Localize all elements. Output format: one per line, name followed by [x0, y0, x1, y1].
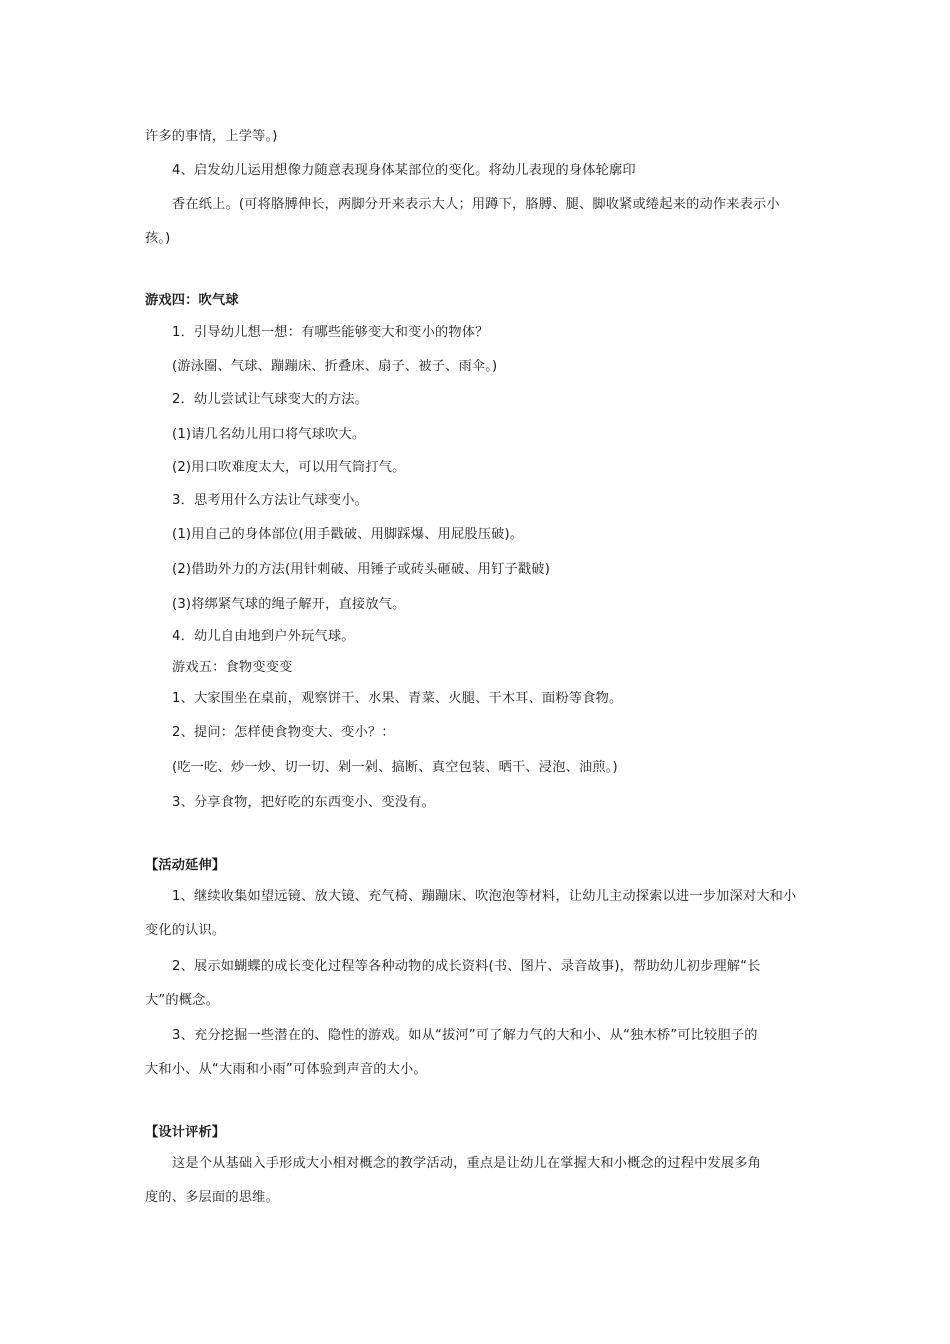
game4-item: (1)用自己的身体部位(用手戳破、用脚踩爆、用屁股压破)。	[172, 527, 524, 542]
game5-item: 1、大家围坐在桌前，观察饼干、水果、青菜、火腿、干木耳、面粉等食物。	[172, 691, 623, 706]
intro-line-4: 孩。)	[145, 231, 171, 246]
game4-item: 3．思考用什么方法让气球变小。	[172, 493, 369, 508]
game4-item: (游泳圈、气球、蹦蹦床、折叠床、扇子、被子、雨伞。)	[172, 359, 498, 374]
evaluation-paragraph: 这是个从基础入手形成大小相对概念的教学活动，重点是让幼儿在掌握大和小概念的过程中发展多角	[172, 1156, 762, 1171]
game4-item: 2．幼儿尝试让气球变大的方法。	[172, 392, 369, 407]
game4-item: 1．引导幼儿想一想：有哪些能够变大和变小的物体？	[172, 325, 489, 340]
extension-heading: 【活动延伸】	[145, 858, 226, 873]
evaluation-paragraph-cont: 度的、多层面的思维。	[145, 1190, 279, 1205]
game4-item: (2)用口吹难度太大，可以用气筒打气。	[172, 460, 406, 475]
extension-paragraph: 2、展示如蝴蝶的成长变化过程等各种动物的成长资料(书、图片、录音故事)，帮助幼儿初步理解“长	[172, 959, 761, 974]
game4-item: (1)请几名幼儿用口将气球吹大。	[172, 427, 366, 442]
intro-line-2: 4、启发幼儿运用想像力随意表现身体某部位的变化。将幼儿表现的身体轮廓印	[172, 163, 636, 178]
game4-item: (3)将绑紧气球的绳子解开，直接放气。	[172, 597, 406, 612]
evaluation-heading: 【设计评析】	[145, 1125, 226, 1140]
game5-item: 2、提问：怎样使食物变大、变小？：	[172, 725, 395, 740]
game4-item: (2)借助外力的方法(用针刺破、用锤子或砖头砸破、用钉子戳破)	[172, 562, 551, 577]
game5-heading: 游戏五：食物变变变	[172, 660, 293, 675]
extension-paragraph-cont: 大”的概念。	[145, 993, 219, 1008]
game5-item: (吃一吃、炒一炒、切一切、剁一剁、搞断、真空包装、晒干、浸泡、油煎。)	[172, 760, 618, 775]
intro-line-1: 许多的事情，上学等。)	[145, 129, 278, 144]
extension-paragraph: 3、充分挖掘一些潜在的、隐性的游戏。如从“拔河”可了解力气的大和小、从“独木桥”可比较胆子的	[172, 1028, 758, 1043]
extension-paragraph-cont: 大和小、从“大雨和小雨”可体验到声音的大小。	[145, 1062, 427, 1077]
extension-paragraph-cont: 变化的认识。	[145, 923, 226, 938]
game4-heading: 游戏四：吹气球	[145, 293, 239, 308]
game5-item: 3、分享食物，把好吃的东西变小、变没有。	[172, 795, 435, 810]
intro-line-3: 香在纸上。(可将胳膊伸长，两脚分开来表示大人；用蹲下，胳膊、腿、脚收紧或绻起来的动作来表示小	[172, 197, 780, 212]
extension-paragraph: 1、继续收集如望远镜、放大镜、充气椅、蹦蹦床、吹泡泡等材料，让幼儿主动探索以进一步加深对大和小	[172, 889, 797, 904]
game4-item: 4．幼儿自由地到户外玩气球。	[172, 629, 355, 644]
